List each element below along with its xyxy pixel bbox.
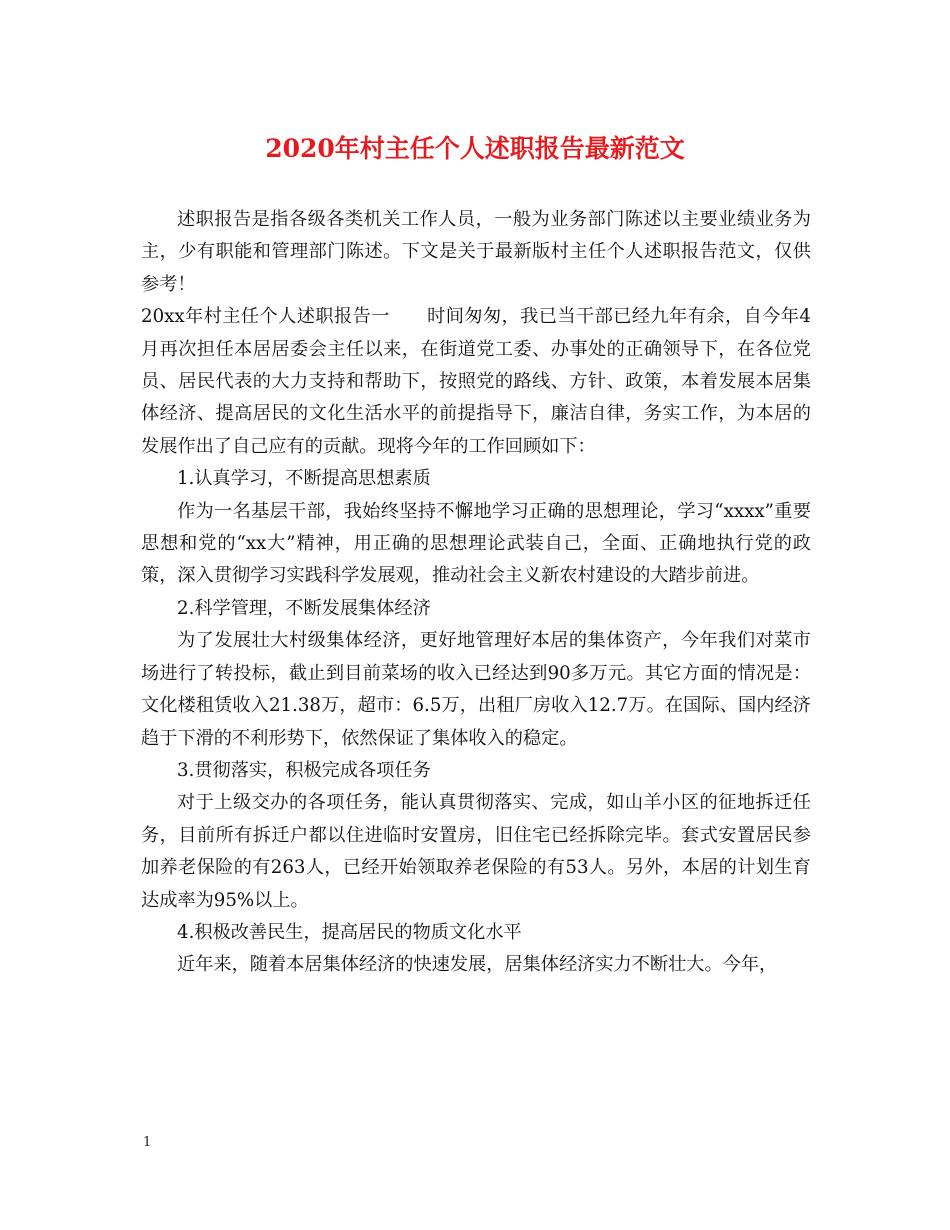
paragraph-report-opening: 20xx年村主任个人述职报告一 时间匆匆，我已当干部已经九年有余，自今年4月再次担任本居居委会主任以来，在街道党工委、办事处的正确领导下，在各位党员、居民代表的大力支持和帮助下，按照党的路线、方针、政策，本着发展本居集体经济、提高居民的文化生活水平的前提指导下，廉洁自律，务实工作，为本居的发展作出了自己应有的贡献。现将今年的工作回顾如下： — [141, 306, 811, 457]
document-title: 2020年村主任个人述职报告最新范文 — [265, 134, 685, 163]
paragraph-economy: 为了发展壮大村级集体经济，更好地管理好本居的集体资产，今年我们对菜市场进行了转投标，截止到目前菜场的收入已经达到90多万元。其它方面的情况是：文化楼租赁收入21.38万，超市：6.5万，出租厂房收入12.7万。在国际、国内经济趋于下滑的不利形势下，依然保证了集体收入的稳定。 — [141, 630, 811, 749]
section-heading-tasks: 3.贯彻落实，积极完成各项任务 — [177, 759, 431, 781]
section-heading-study: 1.认真学习，不断提高思想素质 — [177, 468, 431, 490]
section-heading-livelihood: 4.积极改善民生，提高居民的物质文化水平 — [177, 921, 522, 943]
page-number: 1 — [143, 1135, 152, 1150]
document-body — [141, 204, 811, 982]
paragraph-study: 作为一名基层干部，我始终坚持不懈地学习正确的思想理论，学习“xxxx”重要思想和党的“xx大”精神，用正确的思想理论武装自己，全面、正确地执行党的政策，深入贯彻学习实践科学发展观，推动社会主义新农村建设的大踏步前进。 — [141, 500, 811, 587]
section-heading-economy: 2.科学管理，不断发展集体经济 — [177, 597, 431, 619]
paragraph-livelihood: 近年来，随着本居集体经济的快速发展，居集体经济实力不断壮大。今年， — [177, 954, 778, 976]
paragraph-intro: 述职报告是指各级各类机关工作人员，一般为业务部门陈述以主要业绩业务为主，少有职能和管理部门陈述。下文是关于最新版村主任个人述职报告范文，仅供参考！ — [141, 209, 811, 295]
paragraph-tasks: 对于上级交办的各项任务，能认真贯彻落实、完成，如山羊小区的征地拆迁任务，目前所有拆迁户都以住进临时安置房，旧住宅已经拆除完毕。套式安置居民参加养老保险的有263人，已经开始领取养老保险的有53人。另外，本居的计划生育达成率为95%以上。 — [141, 792, 811, 911]
